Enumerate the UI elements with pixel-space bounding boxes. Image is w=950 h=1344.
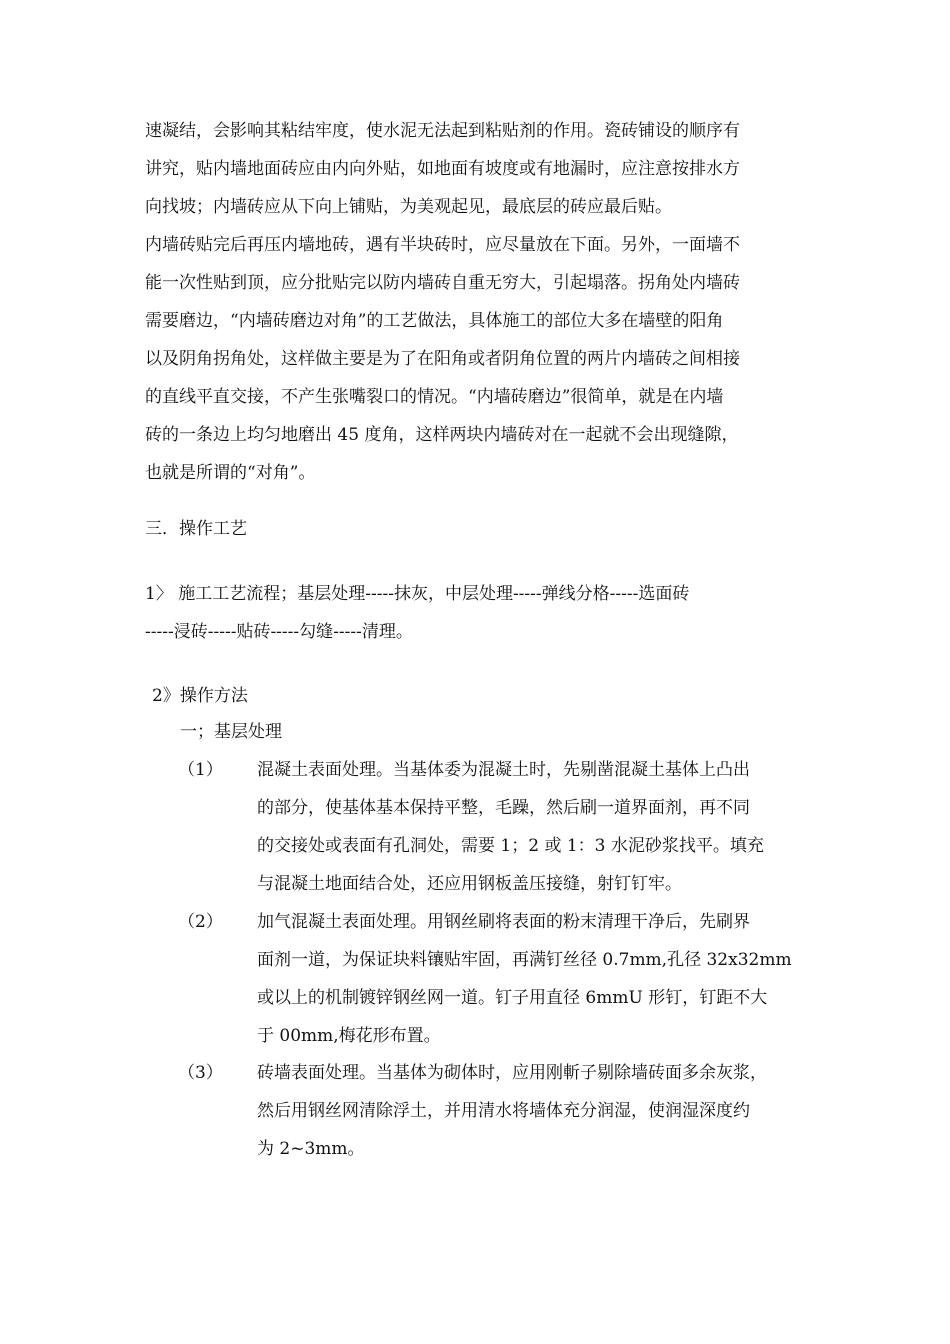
intro-line: 内墙砖贴完后再压内墙地砖，遇有半块砖时，应尽量放在下面。另外，一面墙不: [145, 235, 740, 255]
sub-heading: 一；基层处理: [180, 722, 282, 742]
section-title: 三．操作工艺: [145, 519, 247, 539]
intro-line: 砖的一条边上均匀地磨出 45 度角，这样两块内墙砖对在一起就不会出现缝隙，: [145, 425, 739, 445]
intro-line: 速凝结，会影响其粘结牢度，使水泥无法起到粘贴剂的作用。瓷砖铺设的顺序有: [145, 121, 740, 141]
item-number: （1）: [178, 760, 223, 780]
intro-line: 的直线平直交接，不产生张嘴裂口的情况。“内墙砖磨边”很简单，就是在内墙: [145, 387, 724, 407]
item-line: 然后用钢丝网清除浮土，并用清水将墙体充分润湿，使润湿深度约: [257, 1101, 750, 1121]
intro-line: 讲究，贴内墙地面砖应由内向外贴，如地面有坡度或有地漏时，应注意按排水方: [145, 159, 740, 179]
intro-line: 以及阴角拐角处，这样做主要是为了在阳角或者阴角位置的两片内墙砖之间相接: [145, 349, 740, 369]
item-line: 为 2~3mm。: [257, 1139, 365, 1159]
item-number: （2）: [178, 912, 223, 932]
item-line: 砖墙表面处理。当基体为砌体时，应用刚斬子剔除墙砖面多余灰浆，: [257, 1063, 767, 1083]
item-line: 的部分，使基体基本保持平整，毛躁，然后刷一道界面剂，再不同: [257, 798, 750, 818]
item-line: 的交接处或表面有孔洞处，需要 1；2 或 1：3 水泥砂浆找平。填充: [257, 836, 764, 856]
intro-line: 也就是所谓的“对角”。: [145, 463, 316, 483]
intro-line: 需要磨边，“内墙砖磨边对角”的工艺做法，具体施工的部位大多在墙壁的阳角: [145, 311, 724, 331]
item-number: （3）: [178, 1063, 223, 1083]
method-heading: 2》操作方法: [152, 686, 248, 706]
process-line: -----浸砖-----贴砖-----勾缝-----清理。: [145, 622, 413, 642]
intro-line: 能一次性贴到顶，应分批贴完以防内墙砖自重无穷大，引起塌落。拐角处内墙砖: [145, 273, 740, 293]
item-line: 与混凝土地面结合处，还应用钢板盖压接缝，射钉钉牢。: [257, 874, 682, 894]
item-line: 加气混凝土表面处理。用钢丝刷将表面的粉末清理干净后，先刷界: [257, 912, 750, 932]
process-line: 1〉 施工工艺流程；基层处理-----抹灰，中层处理-----弹线分格-----选面砖: [145, 584, 690, 604]
item-line: 于 00mm,梅花形布置。: [257, 1026, 441, 1046]
intro-line: 向找坡；内墙砖应从下向上铺贴，为美观起见，最底层的砖应最后贴。: [145, 197, 672, 217]
item-line: 混凝土表面处理。当基体委为混凝土时，先剔凿混凝土基体上凸出: [257, 760, 750, 780]
item-line: 面剂一道，为保证块料镶贴牢固，再满钉丝径 0.7mm,孔径 32x32mm: [257, 950, 792, 970]
item-line: 或以上的机制镀锌钢丝网一道。钉子用直径 6mmU 形钉，钉距不大: [257, 988, 768, 1008]
